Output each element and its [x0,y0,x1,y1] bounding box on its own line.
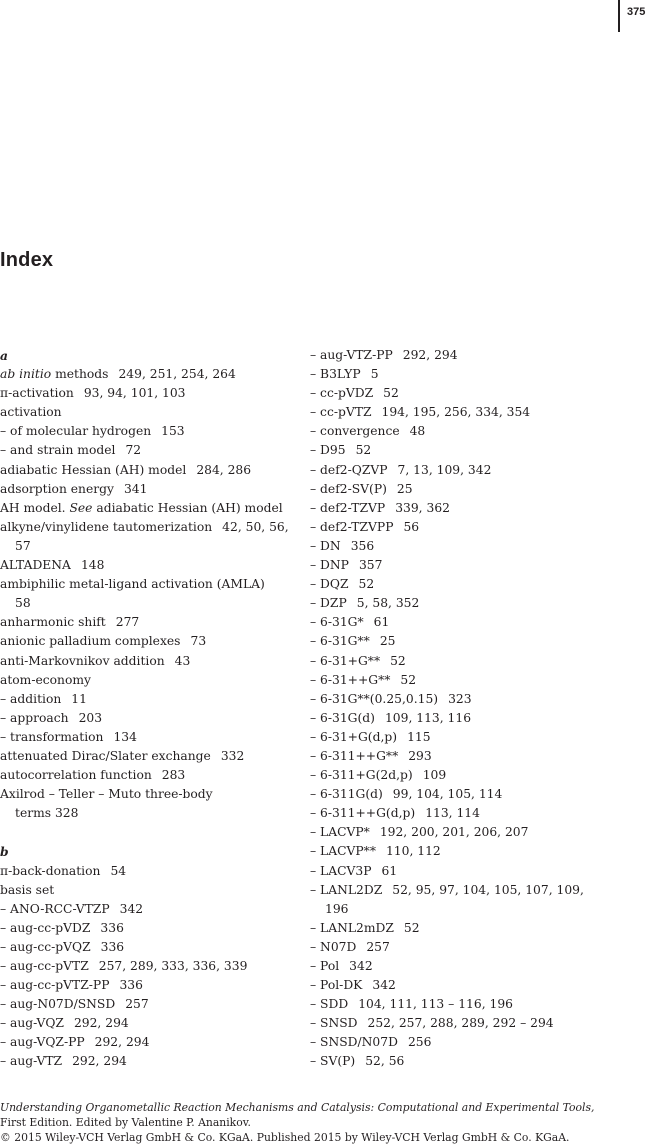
index-term: adsorption energy [0,481,114,496]
index-subentry [310,384,630,403]
page-refs: 292, 294 [73,1016,129,1031]
index-term: – Pol [310,959,340,973]
index-term: – cc-pVDZ [310,386,374,401]
page-refs: 73 [190,634,207,649]
page-refs: 194, 195, 256, 334, 354 [381,405,531,420]
index-term: – of molecular hydrogen [0,424,152,439]
index-subentry [310,461,630,480]
index-term: – ANO-RCC-VTZP [0,901,110,916]
index-subentry [310,881,630,900]
index-subentry [0,1052,302,1071]
page-refs: 115 [407,729,431,744]
index-subentry [0,690,302,709]
index-subentry [310,671,630,690]
index-subentry [310,709,630,728]
index-term: – aug-VTZ-PP [310,348,393,362]
index-term: – 6-31++G** [310,672,391,687]
page-refs: 52 [400,672,417,687]
page-refs: 336 [100,939,125,954]
index-subentry [310,537,630,556]
index-subentry [0,919,302,938]
index-subentry [310,480,630,499]
index-subentry [310,976,630,995]
page-refs: 256 [407,1035,432,1050]
index-term: – N07D [310,939,357,954]
index-entry [0,575,302,594]
page-refs: 292, 294 [402,348,458,362]
index-term: ambiphilic metal-ligand activation (AMLA) [0,577,265,592]
page-refs: 42, 50, 56, [222,519,289,534]
index-entry-continuation: 57 [15,538,31,553]
index-subentry [0,957,302,976]
index-term: attenuated Dirac/Slater exchange [0,748,211,763]
page-refs: 257 [366,939,390,954]
index-subentry [310,575,630,594]
index-entry [0,613,302,632]
page-refs: 25 [379,634,396,649]
index-entry [0,556,302,575]
index-term: – cc-pVTZ [310,405,372,420]
index-subentry [0,976,302,995]
page-refs: 99, 104, 105, 114 [392,787,503,802]
header-rule [618,0,620,32]
index-subentry [310,652,630,671]
index-subentry [0,900,302,919]
index-term: π-activation [0,386,74,401]
page-refs: 341 [123,481,148,496]
index-subentry [310,842,630,861]
index-subentry [0,1014,302,1033]
index-entry [0,632,302,651]
index-term: Axilrod – Teller – Muto three-body [0,787,213,802]
index-term: atom-economy [0,672,91,687]
index-subentry [0,728,302,747]
page-refs: 292, 294 [72,1054,127,1069]
page-refs: 48 [409,424,426,439]
page-title: Index [0,249,54,271]
index-term: – 6-31G(d) [310,710,375,725]
page-refs: 342 [349,959,373,973]
index-subentry [0,422,302,441]
index-term: – D95 [310,443,346,458]
index-term: anharmonic shift [0,615,106,630]
page-number: 375 [627,6,646,18]
index-term: – def2-SV(P) [310,481,387,496]
index-term: – aug-cc-pVQZ [0,939,91,954]
page-refs: 342 [119,901,144,916]
index-term: – LANL2mDZ [310,920,394,935]
index-term: – LACV3P [310,863,372,878]
index-entry [0,365,302,384]
page-refs: 257, 289, 333, 336, 339 [98,959,248,973]
index-entry [0,671,302,690]
see-target: adiabatic Hessian (AH) model [92,500,283,515]
page-refs: 192, 200, 201, 206, 207 [379,825,529,840]
page-refs: 56 [403,519,420,534]
page-refs: 61 [373,615,390,630]
index-column-left [0,346,302,1072]
page-refs: 52, 56 [365,1054,405,1069]
page-refs: 54 [110,863,127,878]
page-refs: 104, 111, 113 – 116, 196 [358,997,513,1012]
page-refs: 148 [80,558,105,573]
index-term: – convergence [310,424,400,439]
index-term: – 6-31+G** [310,653,381,668]
index-term: – LANL2DZ [310,882,383,897]
page-refs: 339, 362 [395,500,450,515]
index-entry [0,461,302,480]
index-term: ALTADENA [0,558,71,573]
index-entry [0,403,302,422]
index-term: – approach [0,710,69,725]
index-column-right [310,346,630,1072]
index-subentry [310,346,630,365]
index-entry-continuation: 196 [325,901,349,916]
index-term: autocorrelation function [0,768,152,783]
page-refs: 332 [220,748,245,763]
index-term: activation [0,405,62,420]
page-refs: 113, 114 [425,806,480,821]
index-subentry [310,690,630,709]
index-subentry [310,613,630,632]
index-term: adiabatic Hessian (AH) model [0,462,187,477]
index-subentry [310,823,630,842]
page-refs: 52 [358,577,375,592]
page-refs: 25 [396,481,413,496]
see-label: See [69,500,93,515]
page-refs: 342 [372,978,396,993]
index-term: – 6-311++G(d,p) [310,806,416,821]
page-refs: 5, 58, 352 [356,596,420,611]
index-term: anti-Markovnikov addition [0,653,165,668]
page-refs: 257 [125,997,149,1012]
index-term: – DZP [310,596,347,611]
page-refs: 110, 112 [385,844,441,859]
copyright-footer [0,1100,650,1146]
index-term: – 6-311+G(2d,p) [310,768,413,783]
section-gap [0,823,302,842]
index-term: – aug-cc-pVTZ-PP [0,978,110,993]
index-subentry [310,422,630,441]
page-refs: 52, 95, 97, 104, 105, 107, 109, [392,882,584,897]
index-term: – DNP [310,558,349,573]
page-refs: 293 [408,748,432,763]
page-refs: 203 [78,710,103,725]
index-subentry [310,995,630,1014]
page-refs: 284, 286 [196,462,252,477]
index-term: – DQZ [310,577,349,592]
index-term: – aug-N07D/SNSD [0,997,116,1012]
index-subentry [0,441,302,460]
index-term: AH model. [0,500,70,515]
index-term: – aug-cc-pVDZ [0,920,91,935]
index-term: – LACVP** [310,844,376,859]
page-refs: 109 [422,768,447,783]
page-refs: 52 [383,386,399,401]
index-subentry [0,1033,302,1052]
page-refs: 93, 94, 101, 103 [83,386,186,401]
index-entry [0,747,302,766]
index-term: – transformation [0,729,104,744]
index-term: – 6-31G**(0.25,0.15) [310,691,439,706]
index-term: – and strain model [0,443,116,458]
page-refs: 134 [113,729,137,744]
index-subentry [310,518,630,537]
index-entry [0,766,302,785]
index-subentry [310,556,630,575]
index-subentry [0,709,302,728]
page-refs: 52 [355,443,372,458]
page-refs: 357 [358,558,383,573]
index-subentry [310,403,630,422]
index-term: – aug-cc-pVTZ [0,959,89,973]
page-refs: 249, 251, 254, 264 [118,367,236,382]
index-subentry [310,632,630,651]
index-subentry [310,804,630,823]
index-term: – SV(P) [310,1054,356,1069]
page-refs: 283 [161,768,186,783]
section-letter: a [0,348,8,363]
section-letter: b [0,844,9,860]
index-subentry [0,995,302,1014]
page-refs: 277 [115,615,140,630]
index-term: – SNSD/N07D [310,1035,398,1050]
index-term: – SNSD [310,1016,358,1031]
index-term: – def2-TZVP [310,500,386,515]
footer-book-title: Understanding Organometallic Reaction Mechanisms and Catalysis: Computational and Experimental Tools, [0,1101,595,1114]
index-entry [0,384,302,403]
index-entry-cross-reference [0,499,302,518]
index-subentry [310,1014,630,1033]
index-term: – 6-311G(d) [310,787,383,802]
index-entry [0,652,302,671]
page-refs: 7, 13, 109, 342 [397,462,492,477]
page-refs: 292, 294 [94,1035,150,1050]
index-term: – def2-QZVP [310,462,388,477]
index-term: – aug-VQZ [0,1016,64,1031]
index-subentry [310,862,630,881]
index-term: – addition [0,691,62,706]
page-refs: 323 [448,691,472,706]
page-refs: 61 [381,863,398,878]
index-subentry [310,365,630,384]
index-term: – Pol-DK [310,978,363,993]
footer-edition: First Edition. Edited by Valentine P. Ananikov. [0,1116,251,1130]
page-refs: 153 [161,424,185,439]
index-subentry [310,441,630,460]
index-term: – SDD [310,997,349,1012]
index-subentry [310,1033,630,1052]
index-entry-continuation: 58 [15,596,31,611]
page-refs: 43 [174,653,191,668]
index-entry [0,518,302,537]
index-entry-continuation: terms 328 [15,806,79,821]
index-term: – 6-31+G(d,p) [310,729,398,744]
index-term: – B3LYP [310,367,361,382]
index-term: alkyne/vinylidene tautomerization [0,519,213,534]
index-subentry [310,728,630,747]
index-entry [0,862,302,881]
index-term: anionic palladium complexes [0,634,181,649]
index-subentry [310,747,630,766]
index-term: – aug-VTZ [0,1054,63,1069]
page-refs: 72 [125,443,142,458]
index-subentry [310,499,630,518]
index-term: – aug-VQZ-PP [0,1035,85,1050]
index-entry [0,785,302,804]
page-refs: 336 [100,920,124,935]
page-refs: 109, 113, 116 [384,710,472,725]
index-term: – 6-31G* [310,615,364,630]
index-subentry [0,938,302,957]
footer-copyright: © 2015 Wiley-VCH Verlag GmbH & Co. KGaA. Published 2015 by Wiley-VCH Verlag GmbH & Co. KGaA. [0,1131,570,1145]
index-term: methods [51,367,109,382]
index-term-italic: ab initio [0,367,52,382]
page-refs: 336 [119,978,143,993]
index-term: – LACVP* [310,825,370,840]
page-refs: 5 [370,367,379,382]
index-term: – 6-31G** [310,634,370,649]
index-term: – DN [310,538,341,553]
index-subentry [310,594,630,613]
index-term: basis set [0,882,55,897]
index-entry [0,881,302,900]
page-refs: 252, 257, 288, 289, 292 – 294 [367,1016,554,1031]
index-subentry [310,938,630,957]
index-subentry [310,1052,630,1071]
page-refs: 52 [390,653,406,668]
index-entry [0,480,302,499]
index-term: – def2-TZVPP [310,519,394,534]
index-subentry [310,919,630,938]
index-subentry [310,957,630,976]
index-subentry [310,766,630,785]
index-term: – 6-311++G** [310,748,399,763]
index-term: π-back-donation [0,863,101,878]
page-refs: 11 [71,691,87,706]
page-refs: 52 [403,920,420,935]
page-refs: 356 [350,538,375,553]
index-subentry [310,785,630,804]
